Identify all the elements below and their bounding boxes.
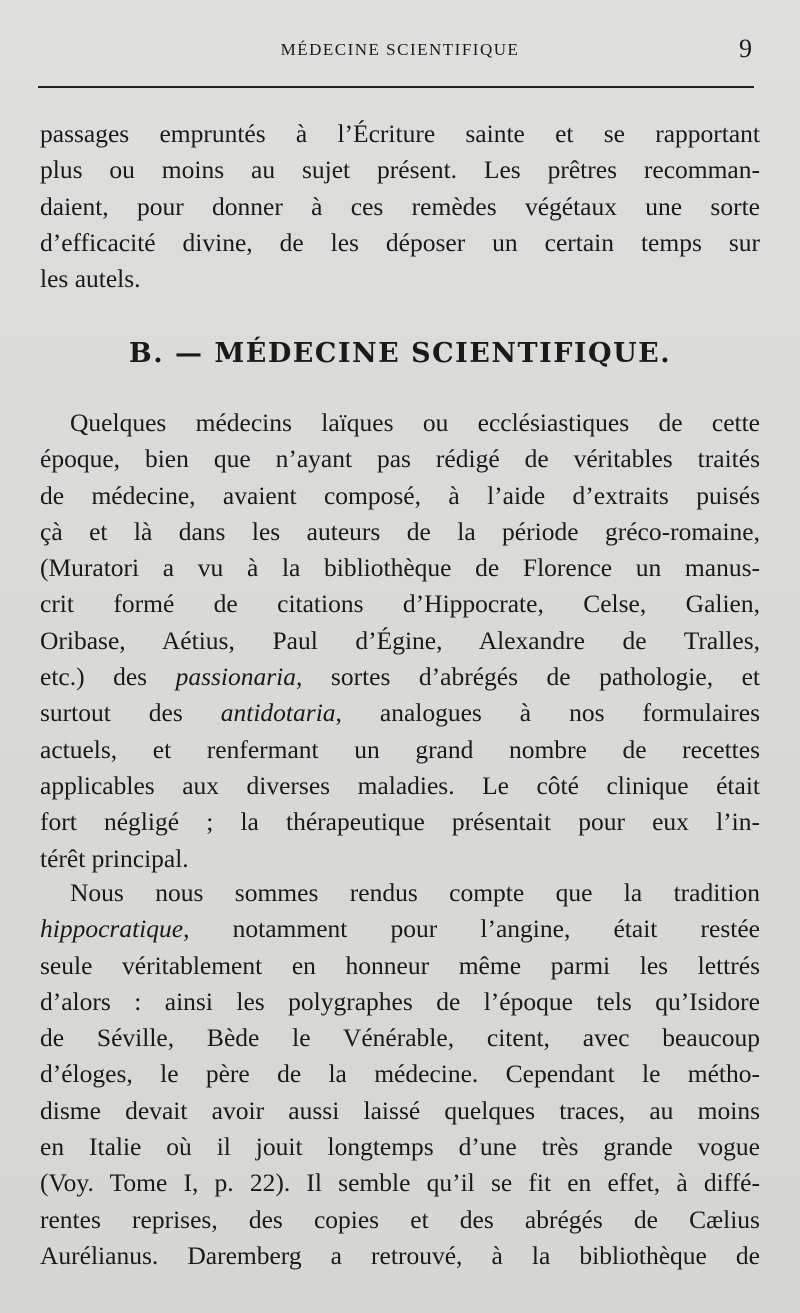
header-rule [38,86,754,88]
paragraph-2 [40,875,760,1274]
italic-term: antidotaria [220,698,336,728]
text-line: actuels, et renfermant un grand nombre de recettes [40,734,760,764]
text-line [40,659,760,695]
section-heading: B. — MÉDECINE SCIENTIFIQUE. [128,338,672,369]
text-line: les autels. [40,264,141,294]
text-line: Nous nous sommes rendus compte que la tradition [70,878,760,907]
text-line: crit formé de citations d’Hippocrate, Celse, Galien, [40,589,760,619]
text-fragment: , sortes d’abrégés de pathologie, et [296,662,760,692]
running-title: MÉDECINE SCIENTIFIQUE [280,40,520,59]
text-line: de médecine, avaient composé, à l’aide d’extraits puisés [40,480,760,510]
text-line: d’alors : ainsi les polygraphes de l’époque tels qu’Isidore [40,986,760,1016]
text-line: daient, pour donner à ces remèdes végétaux une sorte [40,191,760,221]
paragraph-1 [40,405,760,877]
text-line [40,695,760,731]
text-line: (Voy. Tome I, p. 22). Il semble qu’il se fit en effet, à diffé- [40,1168,760,1198]
text-fragment: , analogues à nos formulaires [335,698,761,728]
text-line: fort négligé ; la thérapeutique présentait pour eux l’in- [40,807,760,837]
text-line: Quelques médecins laïques ou ecclésiastiques de cette [70,408,760,437]
text-fragment: , notamment pour l’angine, était restée [183,914,760,944]
text-line: d’efficacité divine, de les déposer un certain temps sur [40,227,760,257]
text-line: de Séville, Bède le Vénérable, citent, avec beaucoup [40,1023,760,1053]
text-line: passages empruntés à l’Écriture sainte et se rapportant [40,119,760,148]
text-line: plus ou moins au sujet présent. Les prêtres recomman- [40,155,760,185]
text-line: çà et là dans les auteurs de la période gréco-romaine, [40,516,760,546]
text-line [40,911,760,947]
intro-paragraph [40,116,760,297]
text-line: d’éloges, le père de la médecine. Cependant le métho- [40,1059,760,1089]
italic-term: passionaria [175,662,297,692]
text-line: térêt principal. [40,843,189,873]
text-line: (Muratori a vu à la bibliothèque de Florence un manus- [40,553,760,583]
text-fragment: surtout des [40,698,183,728]
text-line: Aurélianus. Daremberg a retrouvé, à la bibliothèque de [40,1240,760,1270]
running-head [40,34,760,64]
text-line: époque, bien que n’ayant pas rédigé de véritables traités [40,444,760,474]
text-line: en Italie où il jouit longtemps d’une très grande vogue [40,1132,760,1162]
text-line: disme devait avoir aussi laissé quelques traces, au moins [40,1095,760,1125]
text-fragment: etc.) des [40,662,148,692]
text-line: applicables aux diverses maladies. Le côté clinique était [40,770,760,800]
text-line: seule véritablement en honneur même parmi les lettrés [40,950,760,980]
page-number: 9 [739,34,752,63]
italic-term: hippocratique [40,914,184,944]
text-line: rentes reprises, des copies et des abrégés de Cælius [40,1204,760,1234]
text-line: Oribase, Aétius, Paul d’Égine, Alexandre de Tralles, [40,625,760,655]
